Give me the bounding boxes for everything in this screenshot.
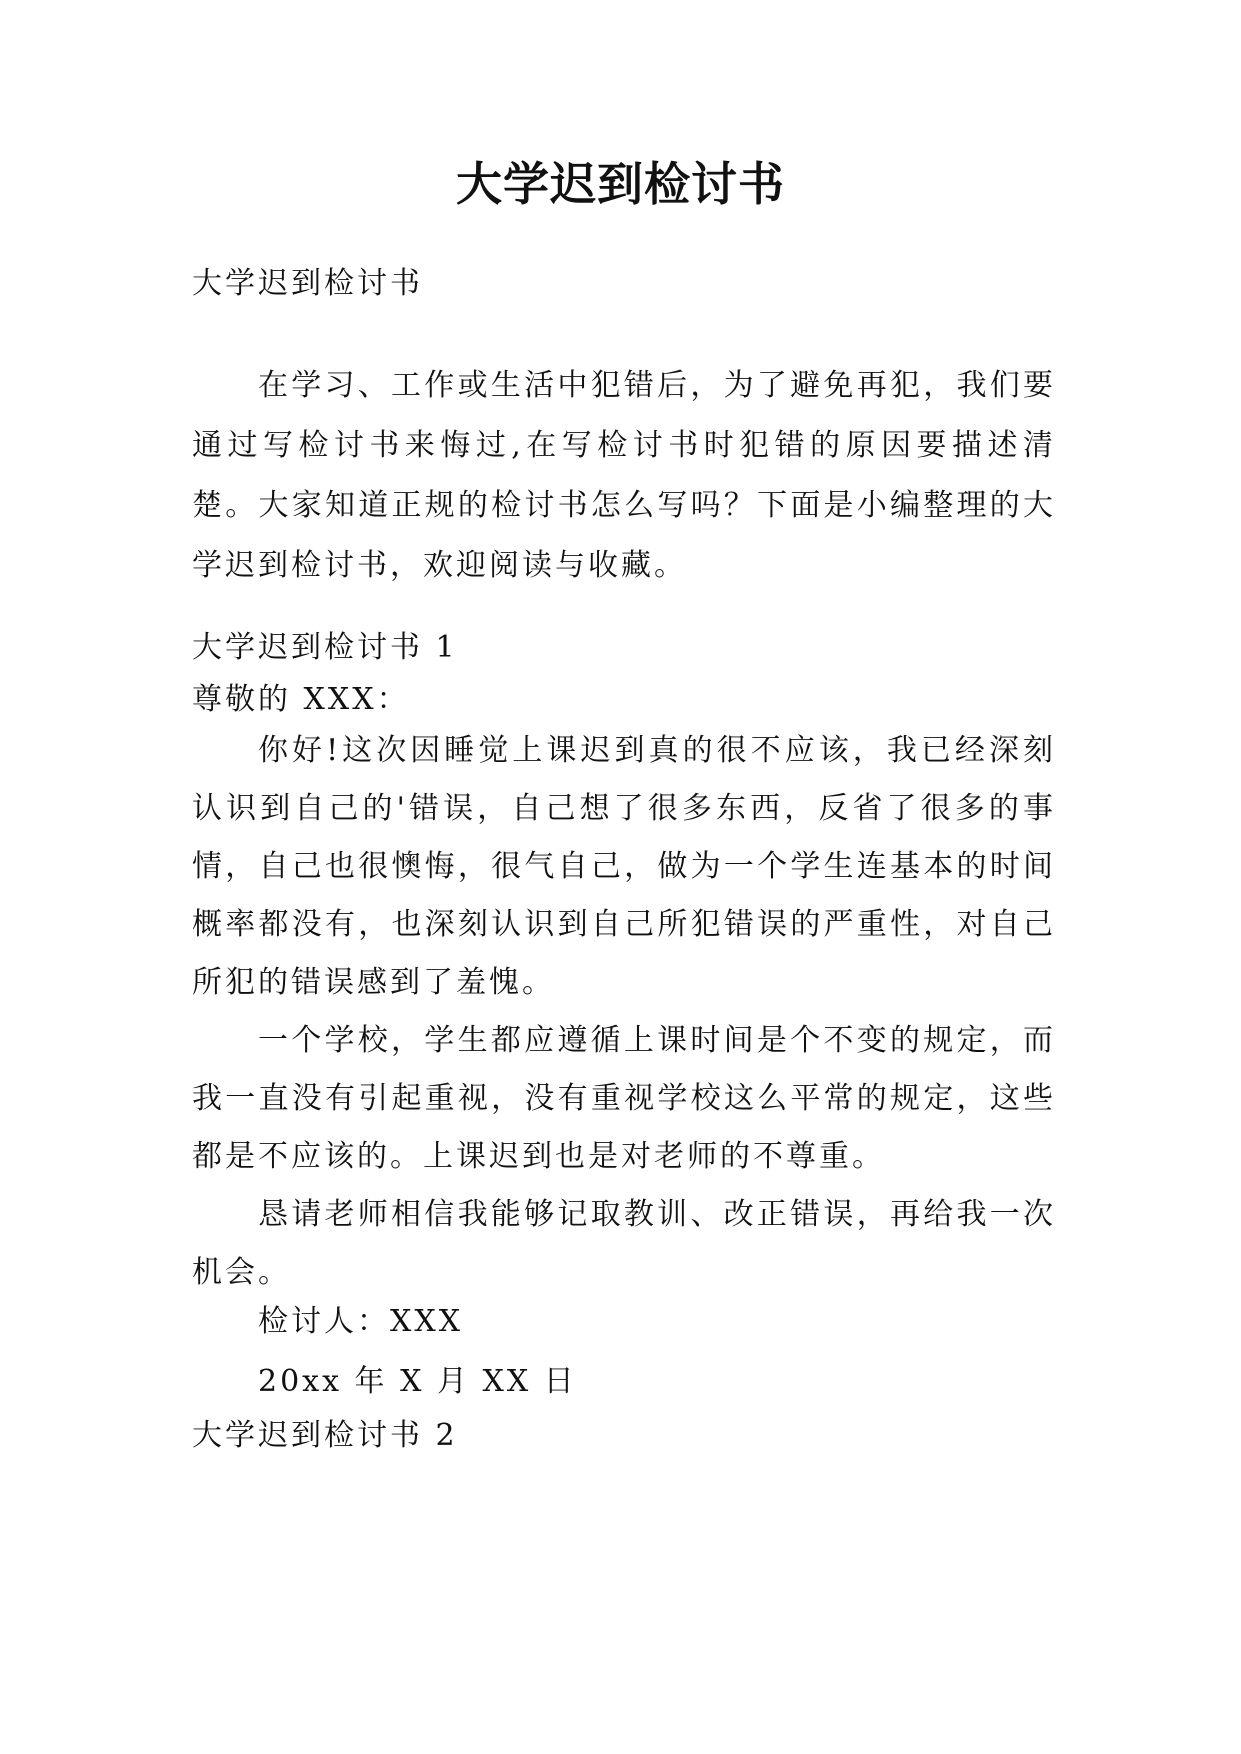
section-heading-2: 大学迟到检讨书 2 [192, 1418, 458, 1453]
document-title: 大学迟到检讨书 [456, 157, 785, 211]
intro-paragraph: 在学习、工作或生活中犯错后，为了避免再犯，我们要通过写检讨书来悔过,在写检讨书时犯错的原因要描述清楚。大家知道正规的检讨书怎么写吗？下面是小编整理的大学迟到检讨书，欢迎阅读与收藏。 [192, 368, 1056, 583]
body-paragraph-1: 你好!这次因睡觉上课迟到真的很不应该，我已经深刻认识到自己的'错误，自己想了很多东西，反省了很多的事情，自己也很懊悔，很气自己，做为一个学生连基本的时间概率都没有，也深刻认识到自己所犯错误的严重性，对自己所犯的错误感到了羞愧。 [192, 733, 1056, 1000]
document-subtitle: 大学迟到检讨书 [192, 266, 423, 301]
body-paragraph-3: 恳请老师相信我能够记取教训、改正错误，再给我一次机会。 [192, 1197, 1056, 1290]
body-paragraph-2: 一个学校，学生都应遵循上课时间是个不变的规定，而我一直没有引起重视，没有重视学校这么平常的规定，这些都是不应该的。上课迟到也是对老师的不尊重。 [192, 1023, 1056, 1174]
date-line: 20xx 年 X 月 XX 日 [258, 1364, 577, 1399]
salutation: 尊敬的 XXX： [192, 682, 410, 717]
section-heading-1: 大学迟到检讨书 1 [192, 630, 458, 665]
signature-line: 检讨人：XXX [258, 1304, 464, 1339]
